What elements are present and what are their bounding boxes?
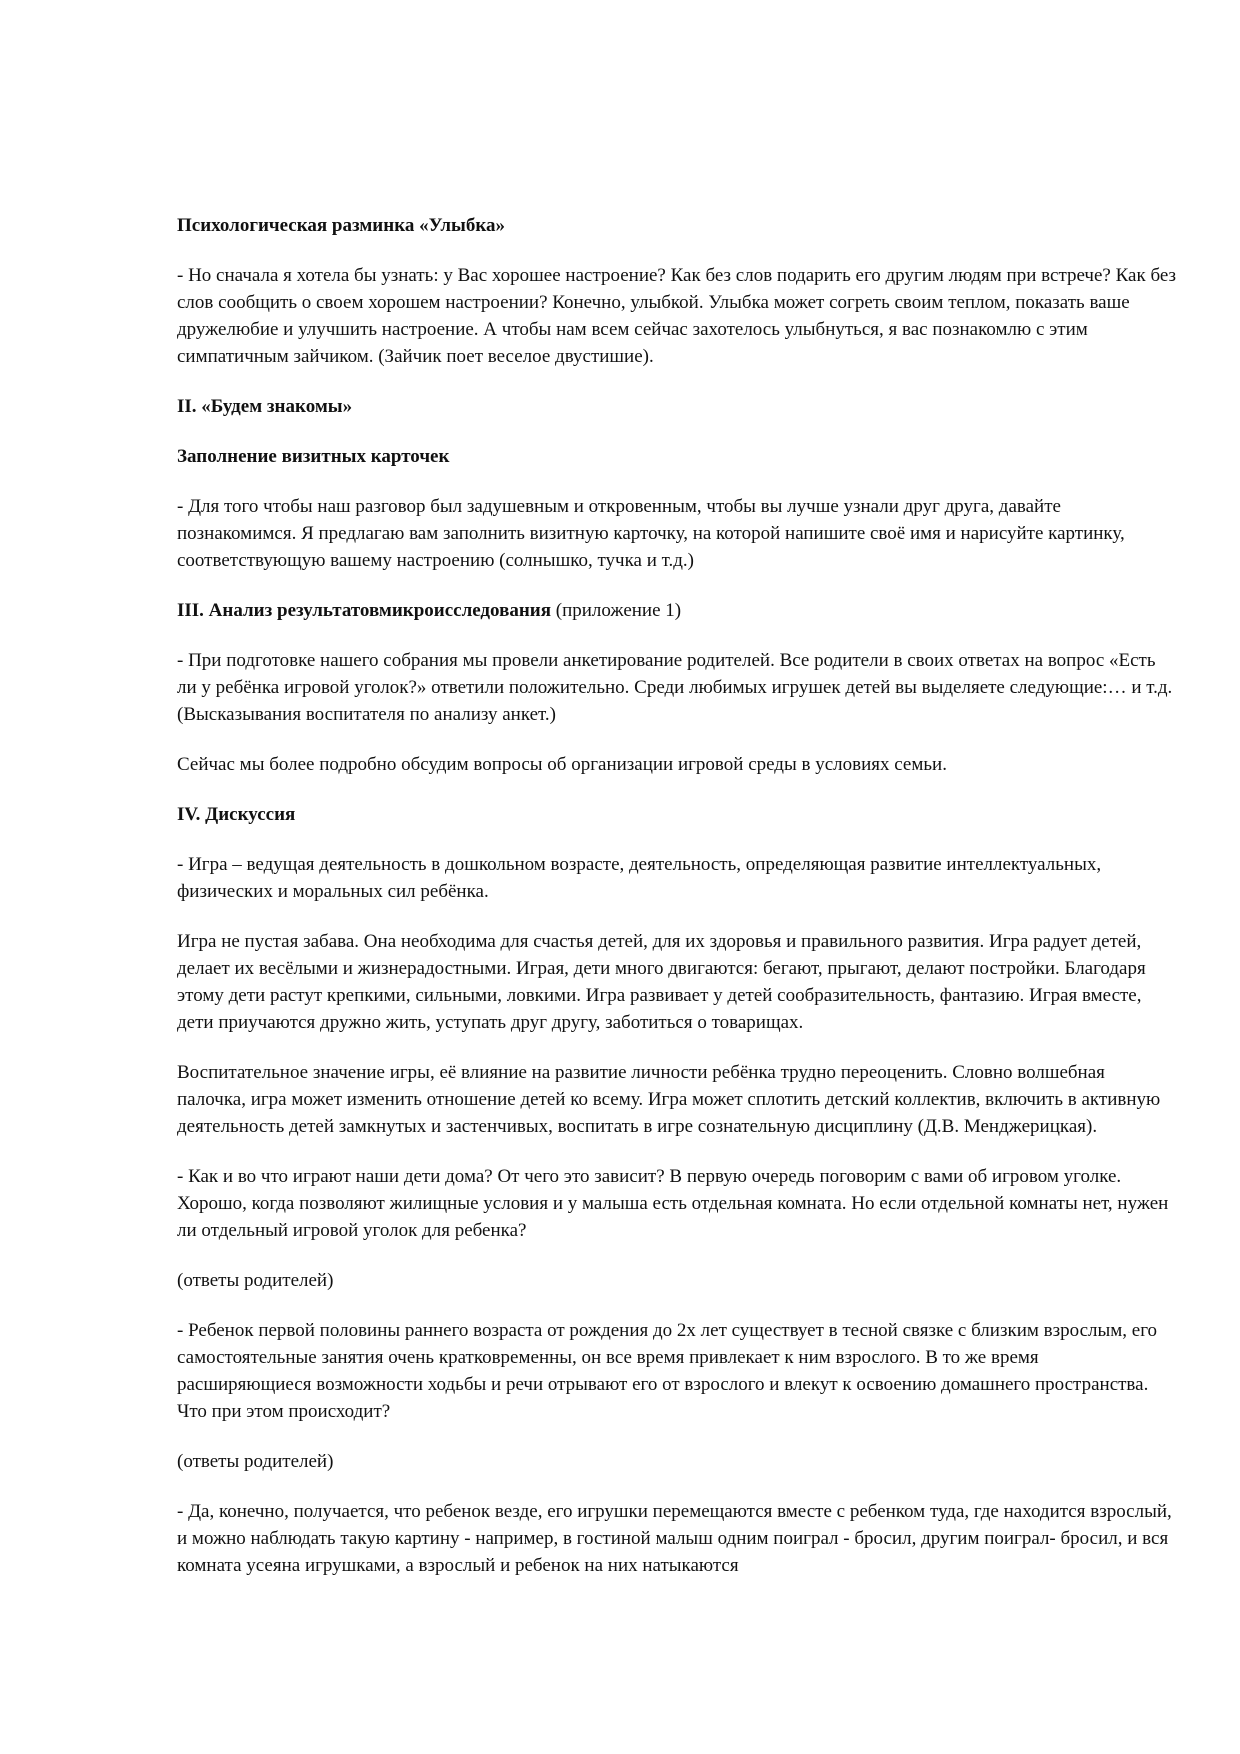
document-page: [177, 212, 1177, 1579]
paragraph-game-leading: - Игра – ведущая деятельность в дошкольном возрасте, деятельность, определяющая развитие интеллектуальных, физических и моральных сил ребёнка.: [177, 854, 1102, 902]
paragraph-how-children-play: - Как и во что играют наши дети дома? От чего это зависит? В первую очередь поговорим с вами об игровом уголке. Хорошо, когда позволяют жилищные условия и у малыша есть отдельная комната. Но если отдельной комнаты нет, нужен ли отдельный игровой уголок для ребенка?: [177, 1166, 1169, 1241]
paragraph-parents-answers-1: (ответы родителей): [177, 1270, 334, 1291]
paragraph-discussion-intro: Сейчас мы более подробно обсудим вопросы об организации игровой среды в условиях семьи.: [177, 754, 947, 775]
heading-section-3-appendix: (приложение 1): [551, 600, 682, 621]
paragraph-parents-answers-2: (ответы родителей): [177, 1451, 334, 1472]
paragraph-smile-warmup: - Но сначала я хотела бы узнать: у Вас хорошее настроение? Как без слов подарить его другим людям при встрече? Как без слов сообщить о своем хорошем настроении? Конечно, улыбкой. Улыбка может согреть своим теплом, показать ваше дружелюбие и улучшить настроение. А чтобы нам всем сейчас захотелось улыбнуться, я вас познакомлю с этим симпатичным зайчиком. (Зайчик поет веселое двустишие).: [177, 265, 1177, 367]
heading-section-2: II. «Будем знакомы»: [177, 396, 353, 417]
heading-section-3-title: III. Анализ результатовмикроисследования: [177, 600, 552, 621]
heading-business-cards: Заполнение визитных карточек: [177, 446, 450, 467]
paragraph-early-age: - Ребенок первой половины раннего возраста от рождения до 2х лет существует в тесной связке с близким взрослым, его самостоятельные занятия очень кратковременны, он все время привлекает к ним взрослого. В то же время расширяющиеся возможности ходьбы и речи отрывают его от взрослого и влекут к освоению домашнего пространства. Что при этом происходит?: [177, 1320, 1158, 1422]
paragraph-yes-of-course: - Да, конечно, получается, что ребенок везде, его игрушки перемещаются вместе с ребенком туда, где находится взрослый, и можно наблюдать такую картину - например, в гостиной малыш одним поиграл - бросил, другим поиграл- бросил, и вся комната усеяна игрушками, а взрослый и ребенок на них натыкаются: [177, 1501, 1172, 1576]
paragraph-survey: - При подготовке нашего собрания мы провели анкетирование родителей. Все родители в своих ответах на вопрос «Есть ли у ребёнка игровой уголок?» ответили положительно. Среди любимых игрушек детей вы выделяете следующие:… и т.д. (Высказывания воспитателя по анализу анкет.): [177, 650, 1173, 725]
paragraph-game-not-empty: Игра не пустая забава. Она необходима для счастья детей, для их здоровья и правильного развития. Игра радует детей, делает их весёлыми и жизнерадостными. Играя, дети много двигаются: бегают, прыгают, делают постройки. Благодаря этому дети растут крепкими, сильными, ловкими. Игра развивает у детей сообразительность, фантазию. Играя вместе, дети приучаются дружно жить, уступать друг другу, заботиться о товарищах.: [177, 931, 1146, 1033]
paragraph-business-cards: - Для того чтобы наш разговор был задушевным и откровенным, чтобы вы лучше узнали друг друга, давайте познакомимся. Я предлагаю вам заполнить визитную карточку, на которой напишите своё имя и нарисуйте картинку, соответствующую вашему настроению (солнышко, тучка и т.д.): [177, 496, 1125, 571]
heading-section-4: IV. Дискуссия: [177, 804, 296, 825]
paragraph-game-value: Воспитательное значение игры, её влияние на развитие личности ребёнка трудно переоценить. Словно волшебная палочка, игра может изменить отношение детей ко всему. Игра может сплотить детский коллектив, включить в активную деятельность детей замкнутых и застенчивых, воспитать в игре сознательную дисциплину (Д.В. Менджерицкая).: [177, 1062, 1161, 1137]
heading-smile-warmup: Психологическая разминка «Улыбка»: [177, 215, 506, 236]
heading-section-3: [177, 597, 1177, 624]
